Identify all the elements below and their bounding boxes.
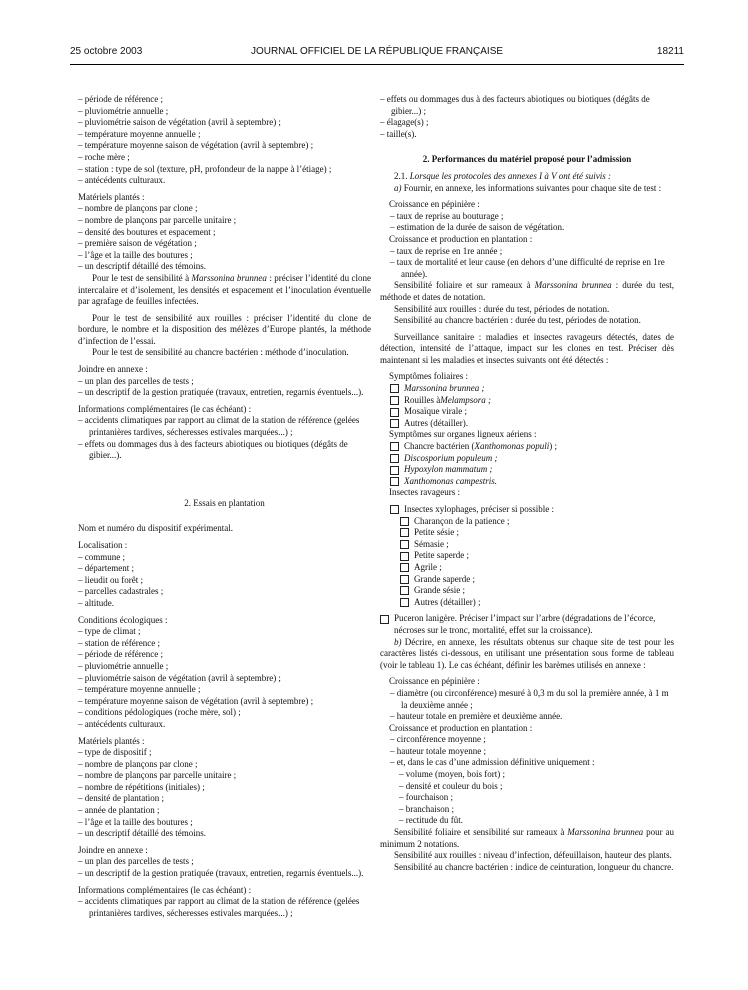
header-rule <box>70 64 684 65</box>
checkbox-label: Chancre bactérien ( <box>404 441 475 452</box>
text: Décrire, en annexe, les résultats obtenus sur chaque site de test pour les caractères listés ci-dessous, en utilisant une présentation sous forme de tableau (voir le tableau 1). Le cas échéant, définir les barèmes utilisés en annexe : <box>380 636 674 670</box>
right-column <box>380 94 674 873</box>
checkbox-label: Xanthomonas campestris. <box>404 475 497 486</box>
list-item: – année de plantation ; <box>78 805 160 816</box>
checkbox-item[interactable] <box>380 504 674 516</box>
spacer <box>78 509 371 523</box>
paragraph: Sensibilité au chancre bactérien : indice de ceinturation, longueur du chancre. <box>394 861 674 872</box>
list-item: – un descriptif de la gestion pratiquée (travaux, entretien, regarnis éventuels...). <box>78 387 364 398</box>
checkbox-item[interactable] <box>380 585 674 597</box>
list-item: – hauteur totale moyenne ; <box>390 745 486 756</box>
subheading: Localisation : <box>78 540 128 550</box>
list-item: – température moyenne saison de végétation (avril à septembre) ; <box>78 140 314 151</box>
list-item: – un descriptif de la gestion pratiquée (travaux, entretien, regarnis éventuels...). <box>78 868 364 879</box>
text: Fournir, en annexe, les informations suivantes pour chaque site de test : <box>401 182 662 193</box>
subheading: Symptômes foliaires : <box>389 371 468 382</box>
list-item: – branchaison ; <box>399 803 454 814</box>
paragraph <box>380 637 674 672</box>
checkbox-label: Sémasie ; <box>414 538 449 549</box>
running-header <box>70 46 684 62</box>
subheading: Informations complémentaires (le cas échéant) : <box>78 403 252 414</box>
checkbox-label: Grande sésie ; <box>414 585 465 596</box>
subheading: Matériels plantés : <box>78 191 145 202</box>
list-item: – période de référence ; <box>78 94 163 104</box>
checkbox-label: Petite sésie ; <box>414 527 459 538</box>
left-column <box>78 94 371 919</box>
checkbox[interactable] <box>390 442 399 451</box>
list-item: – densité et couleur du bois ; <box>399 780 503 791</box>
list-item: – taux de reprise en 1re année ; <box>390 245 503 256</box>
paragraph <box>380 183 674 195</box>
list-item: – antécédents culturaux. <box>78 175 166 186</box>
list-item: – fourchaison ; <box>399 792 453 803</box>
text: Lorsque les protocoles des annexes I à V ont été suivis : <box>409 170 611 181</box>
checkbox-item[interactable] <box>380 476 674 488</box>
list-item: – et, dans le cas d’une admission définitive uniquement : <box>390 757 595 768</box>
checkbox-item[interactable] <box>380 383 674 395</box>
list-item: – hauteur totale en première et deuxième année. <box>390 711 563 722</box>
paragraph <box>380 280 674 303</box>
list-item: – pluviométrie annuelle ; <box>78 105 169 116</box>
list-item: – station : type de sol (texture, pH, profondeur de la nappe à l’étiage) ; <box>78 163 332 174</box>
list-item: – l’âge et la taille des boutures ; <box>78 249 193 260</box>
checkbox-label: Mosaïque virale ; <box>404 406 467 417</box>
list-item: – un plan des parcelles de tests ; <box>78 856 194 867</box>
list-item: – lieudit ou forêt ; <box>78 574 143 585</box>
text: Sensibilité foliaire et sensibilité sur rameaux à <box>394 827 568 838</box>
list-item: – densité des boutures et espacement ; <box>78 226 216 237</box>
list-item: – nombre de plançons par parcelle unitaire ; <box>78 770 237 781</box>
list-item: – pluviométrie saison de végétation (avril à septembre) ; <box>78 672 281 683</box>
list-item: – antécédents culturaux. <box>78 718 166 729</box>
list-item: – station de référence ; <box>78 637 160 648</box>
spacer <box>380 140 674 154</box>
subheading: Croissance en pépinière : <box>389 199 480 210</box>
checkbox[interactable] <box>380 615 389 624</box>
checkbox[interactable] <box>400 586 409 595</box>
list-item: – commune ; <box>78 551 125 562</box>
list-item: – taux de mortalité et leur cause (en dehors d’une difficulté de reprise en 1re année). <box>390 257 665 279</box>
checkbox-label: Agrile ; <box>414 561 442 572</box>
section-heading: 2. Performances du matériel proposé pour l’admission <box>422 154 632 165</box>
checkbox-item[interactable] <box>380 516 674 528</box>
checkbox[interactable] <box>390 408 399 417</box>
checkbox-item[interactable] <box>380 406 674 418</box>
checkbox-item[interactable] <box>380 550 674 562</box>
paragraph: Pour le test de sensibilité au chancre bactérien : méthode d’inoculation. <box>92 347 349 358</box>
checkbox[interactable] <box>400 528 409 537</box>
checkbox[interactable] <box>390 384 399 393</box>
species-name: Marssonina brunnea <box>567 827 644 838</box>
subheading: Joindre en annexe : <box>78 364 148 375</box>
text: : durée du test, méthode et dates de notation. <box>380 280 674 302</box>
subheading: Croissance et production en plantation : <box>389 722 533 733</box>
list-item: – volume (moyen, bois fort) ; <box>399 769 505 780</box>
checkbox-item[interactable] <box>380 395 674 407</box>
list-item: – effets ou dommages dus à des facteurs abiotiques ou biotiques (dégâts de gibier...). <box>78 438 348 461</box>
checkbox-item[interactable] <box>380 418 674 430</box>
subheading: Symptômes sur organes ligneux aériens : <box>389 429 537 440</box>
checkbox-label: Autres (détailler). <box>404 417 468 428</box>
species-name: Marssonina brunnea <box>534 280 612 291</box>
list-item: – circonférence moyenne ; <box>390 734 486 745</box>
text: 2.1. <box>394 170 410 181</box>
list-item: – température moyenne annuelle ; <box>78 128 201 139</box>
checkbox[interactable] <box>400 575 409 584</box>
checkbox-label: Melampsora ; <box>440 394 491 405</box>
checkbox-item[interactable] <box>380 574 674 586</box>
list-item: – taille(s). <box>380 128 417 139</box>
list-item: – roche mère ; <box>78 151 130 162</box>
list-item: – parcelles cadastrales ; <box>78 586 164 597</box>
checkbox[interactable] <box>400 552 409 561</box>
checkbox-item[interactable] <box>380 441 674 453</box>
checkbox[interactable] <box>400 563 409 572</box>
checkbox[interactable] <box>400 540 409 549</box>
subheading: Informations complémentaires (le cas échéant) : <box>78 884 252 895</box>
issue-date: 25 octobre 2003 <box>70 46 143 57</box>
list-item: – un descriptif détaillé des témoins. <box>78 261 206 272</box>
checkbox[interactable] <box>390 454 399 463</box>
checkbox[interactable] <box>390 419 399 428</box>
list-item: – rectitude du fût. <box>399 815 463 826</box>
checkbox[interactable] <box>400 598 409 607</box>
species-name: Marssonina brunnea <box>191 272 267 283</box>
text: Sensibilité foliaire et sur rameaux à <box>394 280 535 291</box>
spacer <box>78 462 371 498</box>
page-number: 18211 <box>656 46 684 57</box>
checkbox-item[interactable] <box>380 613 674 636</box>
list-item: – température moyenne annuelle ; <box>78 684 201 695</box>
list-item: – période de référence ; <box>78 649 163 660</box>
subheading: Nom et numéro du dispositif expérimental. <box>78 523 233 534</box>
checkbox[interactable] <box>390 505 399 514</box>
checkbox-label: Insectes xylophages, préciser si possible : <box>404 504 554 514</box>
checkbox-label: ) ; <box>549 441 557 452</box>
subheading: Croissance et production en plantation : <box>389 233 533 244</box>
list-item: – conditions pédologiques (roche mère, sol) ; <box>78 707 241 718</box>
checkbox-item[interactable] <box>380 453 674 465</box>
checkbox[interactable] <box>390 477 399 486</box>
section-heading: 2. Essais en plantation <box>184 497 265 508</box>
list-item: – département ; <box>78 563 134 574</box>
paragraph: Sensibilité au chancre bactérien : durée du test, périodes de notation. <box>394 315 641 326</box>
subsection-heading <box>380 171 674 183</box>
list-item: – taux de reprise au bouturage ; <box>390 210 504 221</box>
checkbox-label: Hypoxylon mammatum ; <box>404 464 493 475</box>
list-item: – diamètre (ou circonférence) mesuré à 0,3 m du sol la première année, à 1 m la deuxième année ; <box>390 687 669 710</box>
subheading: Matériels plantés : <box>78 735 145 746</box>
text: Pour le test de sensibilité à <box>92 272 192 283</box>
list-item: – l’âge et la taille des boutures ; <box>78 816 193 827</box>
checkbox-label: Marssonina brunnea ; <box>404 383 485 394</box>
checkbox-label: Puceron lanigère. Préciser l’impact sur l’arbre (dégradations de l’écorce, nécroses sur le tronc, mortalité, effet sur la croissance). <box>394 613 656 635</box>
list-item: – densité de plantation ; <box>78 793 164 804</box>
list-item: – type de dispositif ; <box>78 747 152 758</box>
subheading: Conditions écologiques : <box>78 614 168 625</box>
subheading: Joindre en annexe : <box>78 844 148 855</box>
list-item: – accidents climatiques par rapport au climat de la station de référence (gelées printanières tardives, sécheresses estivales marquées...) ; <box>78 415 360 438</box>
checkbox-label: Autres (détailler) ; <box>414 596 481 607</box>
list-item: – altitude. <box>78 597 114 608</box>
subheading: Insectes ravageurs : <box>389 487 460 498</box>
checkbox-label: Grande saperde ; <box>414 573 475 584</box>
paragraph <box>78 273 371 308</box>
checkbox-item[interactable] <box>380 464 674 476</box>
paragraph <box>380 827 674 850</box>
checkbox-label: Charançon de la patience ; <box>414 515 510 526</box>
checkbox-label: Rouilles à <box>404 394 441 405</box>
list-item: – effets ou dommages dus à des facteurs abiotiques ou biotiques (dégâts de gibier...) ; <box>380 94 650 116</box>
list-item: – un descriptif détaillé des témoins. <box>78 828 206 839</box>
list-item: – nombre de plançons par parcelle unitaire ; <box>78 214 237 225</box>
list-item: – pluviométrie saison de végétation (avril à septembre) ; <box>78 117 281 128</box>
subheading: Croissance en pépinière : <box>389 676 480 687</box>
paragraph: Sensibilité aux rouilles : niveau d’infection, défeuillaison, hauteur des plants. <box>394 850 672 861</box>
checkbox-label: Xanthomonas populi <box>474 441 550 452</box>
paragraph: Surveillance sanitaire : maladies et insectes ravageurs détectés, dates de détection, intensité de l’attaque, impact sur les clones en test. Préciser dès maintenant si les maladies et insectes suivants ont été détectés : <box>380 331 674 365</box>
list-item: – pluviométrie annuelle ; <box>78 660 169 671</box>
journal-title: JOURNAL OFFICIEL DE LA RÉPUBLIQUE FRANÇAISE <box>250 46 504 57</box>
checkbox[interactable] <box>390 466 399 475</box>
list-item: – type de climat ; <box>78 626 141 637</box>
checkbox[interactable] <box>400 517 409 526</box>
checkbox-item[interactable] <box>380 597 674 609</box>
text: b) <box>394 636 402 647</box>
list-item: – estimation de la durée de saison de végétation. <box>390 222 565 233</box>
text: a) <box>394 182 402 193</box>
text: : préciser l’identité du clone intercalaire et d’isolement, les densités et espacement et l’inoculation éventuelle par agrafage de feuilles infectées. <box>78 272 371 307</box>
checkbox-item[interactable] <box>380 562 674 574</box>
list-item: – nombre de plançons par clone ; <box>78 203 198 214</box>
list-item: – élagage(s) ; <box>380 117 429 128</box>
checkbox-item[interactable] <box>380 527 674 539</box>
checkbox-label: Petite saperde ; <box>414 550 469 561</box>
list-item: – accidents climatiques par rapport au climat de la station de référence (gelées printanières tardives, sécheresses estivales marquées...) ; <box>78 896 360 918</box>
checkbox[interactable] <box>390 396 399 405</box>
text: pour au minimum 2 notations. <box>380 827 674 849</box>
checkbox-label: Discosporium populeum ; <box>404 452 498 463</box>
list-item: – première saison de végétation ; <box>78 238 197 249</box>
list-item: – température moyenne saison de végétation (avril à septembre) ; <box>78 695 314 706</box>
checkbox-item[interactable] <box>380 539 674 551</box>
list-item: – nombre de plançons par clone ; <box>78 758 198 769</box>
list-item: – un plan des parcelles de tests ; <box>78 375 194 386</box>
paragraph: Sensibilité aux rouilles : durée du test, périodes de notation. <box>394 303 610 314</box>
list-item: – nombre de répétitions (initiales) ; <box>78 781 205 792</box>
paragraph: Pour le test de sensibilité aux rouilles : préciser l’identité du clone de bordure, le nombre et la disposition des mélèzes d’Europe plantés, la méthode d’infection de l’essai. <box>78 312 371 346</box>
